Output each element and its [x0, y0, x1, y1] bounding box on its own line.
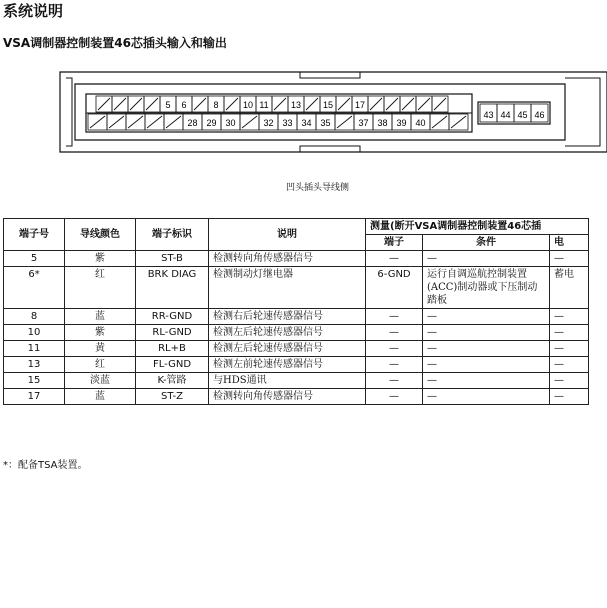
- col-wire-color: 导线颜色: [65, 219, 136, 251]
- cell-m-terminal: —: [366, 389, 423, 405]
- cell-description: 检测左前轮速传感器信号: [209, 357, 366, 373]
- pin-label: 28: [187, 118, 198, 128]
- pin-label: 43: [483, 110, 494, 120]
- table-row: [4, 341, 589, 357]
- cell-m-condition: —: [423, 251, 550, 267]
- table-row: [4, 357, 589, 373]
- cell-m-terminal: 6-GND: [366, 267, 423, 309]
- cell-terminal: 13: [4, 357, 65, 373]
- cell-description: 与HDS通讯: [209, 373, 366, 389]
- cell-m-condition: —: [423, 357, 550, 373]
- pin-label: 30: [225, 118, 236, 128]
- cell-m-result: —: [550, 325, 589, 341]
- cell-m-terminal: —: [366, 373, 423, 389]
- cell-description: 检测转向角传感器信号: [209, 389, 366, 405]
- col-description: 说明: [209, 219, 366, 251]
- cell-m-terminal: —: [366, 309, 423, 325]
- cell-terminal-id: BRK DIAG: [136, 267, 209, 309]
- cell-m-terminal: —: [366, 357, 423, 373]
- connector-diagram: [0, 0, 607, 170]
- cell-m-condition: —: [423, 309, 550, 325]
- pin-label: 33: [282, 118, 293, 128]
- pin-label: 38: [377, 118, 388, 128]
- cell-m-terminal: —: [366, 325, 423, 341]
- cell-wire-color: 紫: [65, 251, 136, 267]
- cell-terminal-id: RL+B: [136, 341, 209, 357]
- diagram-caption: 凹头插头导线侧: [286, 183, 350, 193]
- cell-terminal-id: FL-GND: [136, 357, 209, 373]
- pin-table: [3, 218, 589, 405]
- pin-label: 44: [500, 110, 511, 120]
- col-m-condition: 条件: [423, 235, 550, 251]
- table-row: [4, 267, 589, 309]
- pin-label: 35: [320, 118, 331, 128]
- cell-terminal: 6*: [4, 267, 65, 309]
- cell-m-result: 蓄电: [550, 267, 589, 309]
- table-row: [4, 309, 589, 325]
- pin-label: 10: [242, 100, 254, 110]
- cell-terminal-id: ST-B: [136, 251, 209, 267]
- cell-terminal-id: ST-Z: [136, 389, 209, 405]
- cell-m-result: —: [550, 389, 589, 405]
- cell-terminal: 11: [4, 341, 65, 357]
- cell-m-result: —: [550, 251, 589, 267]
- table-row: [4, 373, 589, 389]
- cell-description: 检测制动灯继电器: [209, 267, 366, 309]
- pin-label: 46: [534, 110, 545, 120]
- pin-label: 37: [358, 118, 369, 128]
- cell-terminal-id: RR-GND: [136, 309, 209, 325]
- cell-wire-color: 红: [65, 267, 136, 309]
- cell-m-terminal: —: [366, 251, 423, 267]
- cell-wire-color: 黄: [65, 341, 136, 357]
- table-row: [4, 251, 589, 267]
- pin-label: 8: [213, 100, 219, 110]
- cell-description: 检测左后轮速传感器信号: [209, 341, 366, 357]
- cell-wire-color: 蓝: [65, 309, 136, 325]
- pin-label: 11: [259, 100, 269, 110]
- pin-label: 17: [354, 100, 366, 110]
- cell-terminal: 5: [4, 251, 65, 267]
- cell-m-result: —: [550, 373, 589, 389]
- cell-m-result: —: [550, 341, 589, 357]
- pin-label: 32: [263, 118, 274, 128]
- cell-m-result: —: [550, 357, 589, 373]
- pin-label: 13: [290, 100, 302, 110]
- cell-wire-color: 紫: [65, 325, 136, 341]
- cell-m-condition: —: [423, 389, 550, 405]
- pin-label: 40: [415, 118, 426, 128]
- cell-m-condition: —: [423, 373, 550, 389]
- table-row: [4, 325, 589, 341]
- col-m-terminal: 端子: [366, 235, 423, 251]
- pin-label: 29: [206, 118, 217, 128]
- col-terminal-id: 端子标识: [136, 219, 209, 251]
- col-measure: 测量(断开VSA调制器控制装置46芯插: [366, 219, 589, 235]
- table-row: [4, 389, 589, 405]
- col-terminal: 端子号: [4, 219, 65, 251]
- pin-label: 5: [165, 100, 171, 110]
- cell-description: 检测左后轮速传感器信号: [209, 325, 366, 341]
- cell-description: 检测转向角传感器信号: [209, 251, 366, 267]
- page-title: 系统说明: [3, 2, 64, 20]
- pin-label: 34: [301, 118, 312, 128]
- pin-label: 45: [517, 110, 528, 120]
- pin-label: 39: [396, 118, 407, 128]
- cell-terminal-id: K-管路: [136, 373, 209, 389]
- cell-terminal: 8: [4, 309, 65, 325]
- cell-wire-color: 淡蓝: [65, 373, 136, 389]
- cell-m-condition: —: [423, 325, 550, 341]
- cell-wire-color: 蓝: [65, 389, 136, 405]
- footnote: *：配备TSA装置。: [3, 460, 88, 471]
- cell-terminal: 10: [4, 325, 65, 341]
- cell-m-condition: —: [423, 341, 550, 357]
- cell-m-result: —: [550, 309, 589, 325]
- cell-terminal: 17: [4, 389, 65, 405]
- cell-m-condition: 运行自调巡航控制装置(ACC)制动器或下压制动踏板: [423, 267, 550, 309]
- cell-wire-color: 红: [65, 357, 136, 373]
- page-subtitle: VSA调制器控制装置46芯插头输入和输出: [3, 36, 227, 50]
- col-m-result: 电: [550, 235, 589, 251]
- cell-m-terminal: —: [366, 341, 423, 357]
- pin-label: 6: [181, 100, 187, 110]
- pin-label: 15: [322, 100, 334, 110]
- cell-description: 检测右后轮速传感器信号: [209, 309, 366, 325]
- cell-terminal: 15: [4, 373, 65, 389]
- cell-terminal-id: RL-GND: [136, 325, 209, 341]
